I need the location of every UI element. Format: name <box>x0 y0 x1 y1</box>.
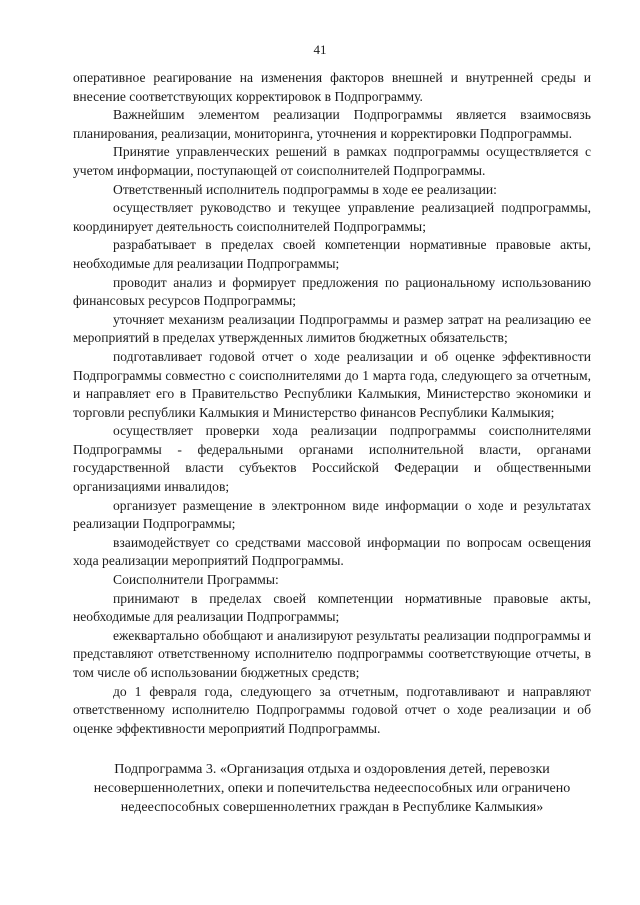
paragraph: Принятие управленческих решений в рамках подпрограммы осуществляется с учетом информации, поступающей от соисполнителей Подпрограммы. <box>73 144 591 178</box>
paragraph: взаимодействует со средствами массовой информации по вопросам освещения хода реализации мероприятий Подпрограммы. <box>73 534 591 569</box>
paragraph: Ответственный исполнитель подпрограммы в ходе ее реализации: <box>113 181 497 197</box>
paragraph: Соисполнители Программы: <box>113 572 279 588</box>
paragraph: подготавливает годовой отчет о ходе реализации и об оценке эффективности Подпрограммы совместно с соисполнителями до 1 марта года, следующего за отчетным, и направляет его в Правительство Республики Калмыкия, Министерство экономики и торговли республики Калмыкия и Министерство финансов Республики Калмыкия; <box>73 348 591 420</box>
paragraph: принимают в пределах своей компетенции нормативные правовые акты, необходимые для реализации Подпрограммы; <box>73 590 591 625</box>
subprogram-heading: Подпрограмма 3. «Организация отдыха и оздоровления детей, перевозки несовершеннолетних, опеки и попечительства недееспособных или ограничено недееспособных совершеннолетних граждан в Республике Калмыкия» <box>93 762 571 816</box>
paragraph: Важнейшим элементом реализации Подпрограммы является взаимосвязь планирования, реализации, мониторинга, уточнения и корректировки Подпрограммы. <box>73 107 591 141</box>
paragraph: оперативное реагирование на изменения факторов внешней и внутренней среды и внесение соответствующих корректировок в Подпрограмму. <box>73 70 591 104</box>
paragraph: осуществляет руководство и текущее управление реализацией подпрограммы, координирует деятельность соисполнителей Подпрограммы; <box>73 200 591 234</box>
paragraph: до 1 февраля года, следующего за отчетным, подготавливают и направляют ответственному исполнителю Подпрограммы годовой отчет о ходе реализации и об оценке эффективности мероприятий Подпрограммы. <box>73 683 591 736</box>
paragraph: ежеквартально обобщают и анализируют результаты реализации подпрограммы и представляют ответственному исполнителю подпрограммы соответствующие отчеты, в том числе об использовании бюджетных средств; <box>73 627 591 680</box>
paragraph: проводит анализ и формирует предложения по рациональному использованию финансовых ресурсов Подпрограммы; <box>73 274 591 309</box>
paragraph: осуществляет проверки хода реализации подпрограммы соисполнителями Подпрограммы - федеральными органами исполнительной власти, органами государственной власти субъектов Российской Федерации и общественными организациями инвалидов; <box>73 423 591 495</box>
paragraph: разрабатывает в пределах своей компетенции нормативные правовые акты, необходимые для реализации Подпрограммы; <box>73 237 591 271</box>
paragraph: уточняет механизм реализации Подпрограммы и размер затрат на реализацию ее мероприятий в пределах утвержденных лимитов бюджетных обязательств; <box>73 311 591 346</box>
document-body <box>73 69 591 817</box>
page-number: 41 <box>313 42 327 57</box>
paragraph: организует размещение в электронном виде информации о ходе и результатах реализации Подпрограммы; <box>73 497 591 532</box>
